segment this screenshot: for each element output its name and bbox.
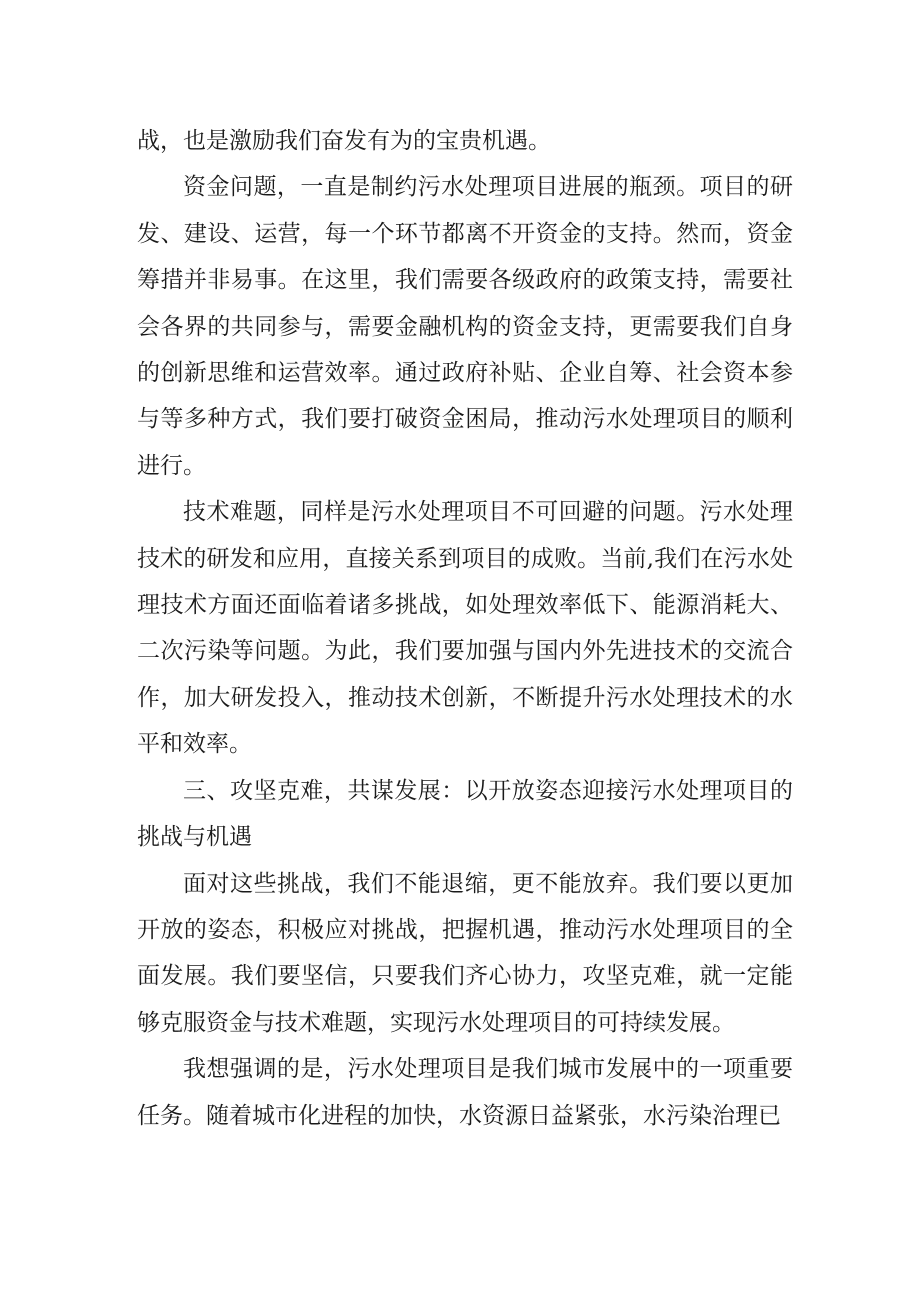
paragraph-continuation: 战，也是激励我们奋发有为的宝贵机遇。 [137,128,551,154]
document-body [137,118,793,1139]
paragraph-technical-issue: 技术难题，同样是污水处理项目不可回避的问题。污水处理技术的研发和应用，直接关系到项目的成败。当前,我们在污水处理技术方面还面临着诸多挑战，如处理效率低下、能源消耗大、二次污染等问题。为此，我们要加强与国内外先进技术的交流合作，加大研发投入，推动技术创新，不断提升污水处理技术的水平和效率。 [137,499,793,758]
paragraph-funding-issue: 资金问题，一直是制约污水处理项目进展的瓶颈。项目的研发、建设、运营，每一个环节都离不开资金的支持。然而，资金筹措并非易事。在这里，我们需要各级政府的政策支持，需要社会各界的共同参与，需要金融机构的资金支持，更需要我们自身的创新思维和运营效率。通过政府补贴、企业自筹、社会资本参与等多种方式，我们要打破资金困局，推动污水处理项目的顺利进行。 [137,174,793,479]
section-heading: 三、攻坚克难，共谋发展：以开放姿态迎接污水处理项目的挑战与机遇 [137,777,793,851]
paragraph-facing-challenges: 面对这些挑战，我们不能退缩，更不能放弃。我们要以更加开放的姿态，积极应对挑战，把握机遇，推动污水处理项目的全面发展。我们要坚信，只要我们齐心协力，攻坚克难，就一定能够克服资金与技术难题，实现污水处理项目的可持续发展。 [137,870,793,1036]
paragraph-emphasis: 我想强调的是，污水处理项目是我们城市发展中的一项重要任务。随着城市化进程的加快，水资源日益紧张，水污染治理已 [137,1056,793,1129]
